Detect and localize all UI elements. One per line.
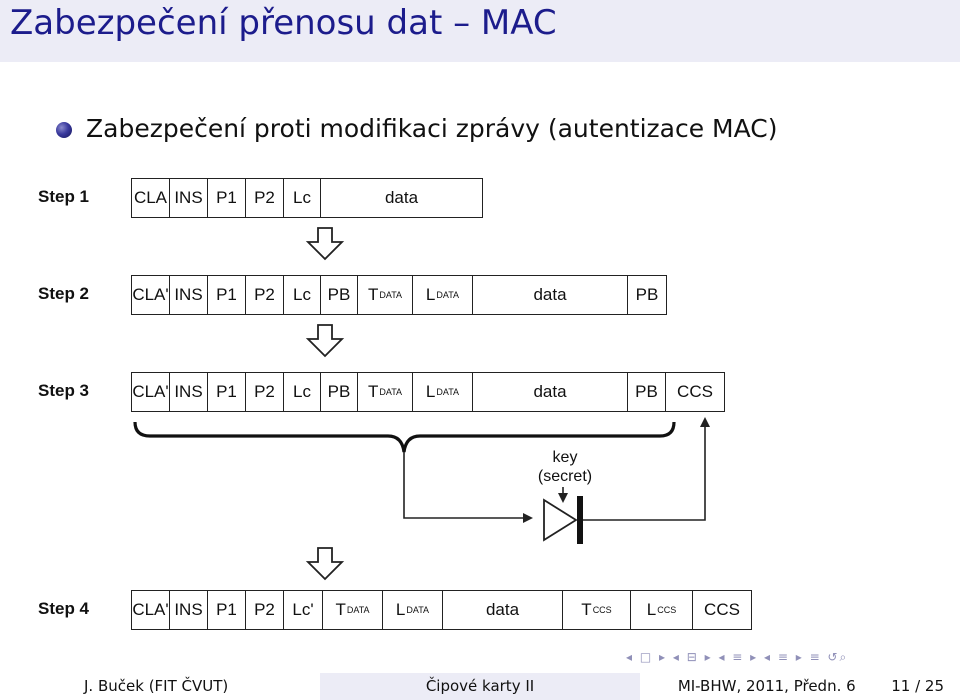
apdu-field-label: CCS <box>677 382 713 401</box>
apdu-field-label: PB <box>635 285 659 304</box>
apdu-field-label: PB <box>327 285 351 304</box>
bullet-text: Zabezpečení proti modifikaci zprávy (autentizace MAC) <box>86 114 778 143</box>
apdu-field-label: P1 <box>216 600 237 619</box>
key-label-line1: key <box>552 449 578 466</box>
apdu-field-label: data <box>533 382 567 401</box>
apdu-field-label: P2 <box>254 188 275 207</box>
nav-right-arrow-icon[interactable]: ▸ <box>659 650 668 664</box>
mac-function-icon <box>544 496 583 544</box>
apdu-field-label: data <box>485 600 520 619</box>
apdu-field-label: L <box>425 382 436 401</box>
subsection-icon[interactable]: ◂ ≡ ▸ <box>718 650 759 664</box>
align-icon[interactable]: ◂ ≡ ▸ <box>764 650 804 664</box>
apdu-field-subscript: DATA <box>379 290 403 300</box>
apdu-field-label: Lc' <box>292 600 314 619</box>
apdu-field-label: CLA' <box>132 600 169 619</box>
footer-lecture: MI-BHW, 2011, Předn. 6 <box>677 677 856 695</box>
fullscreen-icon[interactable]: ≡ <box>809 650 822 664</box>
apdu-field-label: CCS <box>704 600 740 619</box>
apdu-field-label: data <box>384 188 419 207</box>
step-4-label: Step 4 <box>38 599 90 618</box>
apdu-field-label: CLA <box>133 188 168 207</box>
key-label <box>532 448 598 486</box>
apdu-field-subscript: DATA <box>379 387 403 397</box>
apdu-field-label: CLA' <box>132 382 169 401</box>
apdu-field-label: P2 <box>254 600 275 619</box>
apdu-field-label: Lc <box>293 285 311 304</box>
apdu-field-label: P1 <box>216 188 237 207</box>
beamer-nav[interactable] <box>626 650 848 665</box>
frame-icon[interactable]: □ <box>639 650 654 664</box>
footer <box>0 673 960 700</box>
apdu-field-label: T <box>367 285 379 304</box>
apdu-field-subscript: CCS <box>592 605 612 615</box>
apdu-field-label: P2 <box>254 382 275 401</box>
apdu-field-label: L <box>646 600 657 619</box>
nav-left-arrow-icon[interactable]: ◂ <box>626 650 635 664</box>
apdu-field-label: Lc <box>293 382 311 401</box>
down-arrow-icon-2 <box>308 325 342 356</box>
footer-right <box>640 673 960 700</box>
down-arrow-icon-3 <box>308 548 342 579</box>
apdu-field-label: T <box>335 600 346 619</box>
apdu-field-label: L <box>425 285 436 304</box>
apdu-field-label: T <box>367 382 379 401</box>
step-2-label: Step 2 <box>38 284 90 303</box>
apdu-field-label: data <box>533 285 567 304</box>
apdu-field-label: INS <box>174 188 203 207</box>
key-label-line2: (secret) <box>537 468 593 485</box>
apdu-field-label: INS <box>174 285 203 304</box>
apdu-field-subscript: DATA <box>346 605 370 615</box>
apdu-field-label: PB <box>327 382 351 401</box>
apdu-field-label: INS <box>174 382 203 401</box>
apdu-field-label: Lc <box>293 188 311 207</box>
apdu-field-label: P2 <box>254 285 275 304</box>
section-icon[interactable]: ◂ ⊟ ▸ <box>672 650 713 664</box>
apdu-field-label: P1 <box>216 382 237 401</box>
step-3-label: Step 3 <box>38 381 90 400</box>
footer-author: J. Buček (FIT ČVUT) <box>0 673 320 700</box>
apdu-field-label: L <box>395 600 406 619</box>
apdu-field-label: PB <box>635 382 658 401</box>
down-arrow-icon-1 <box>308 228 342 259</box>
apdu-field-subscript: DATA <box>436 387 460 397</box>
footer-course: Čipové karty II <box>320 673 640 700</box>
slide-title: Zabezpečení přenosu dat – MAC <box>10 3 557 43</box>
apdu-field-subscript: DATA <box>406 605 430 615</box>
apdu-field-label: INS <box>174 600 203 619</box>
search-icon[interactable]: ↺⌕ <box>827 650 849 664</box>
apdu-field-label: P1 <box>216 285 237 304</box>
apdu-field-subscript: CCS <box>657 605 677 615</box>
apdu-field-label: T <box>581 600 592 619</box>
apdu-field-label: CLA' <box>132 285 169 304</box>
step-1-label: Step 1 <box>38 187 90 206</box>
apdu-field-subscript: DATA <box>436 290 460 300</box>
footer-page: 11 / 25 <box>891 677 944 695</box>
